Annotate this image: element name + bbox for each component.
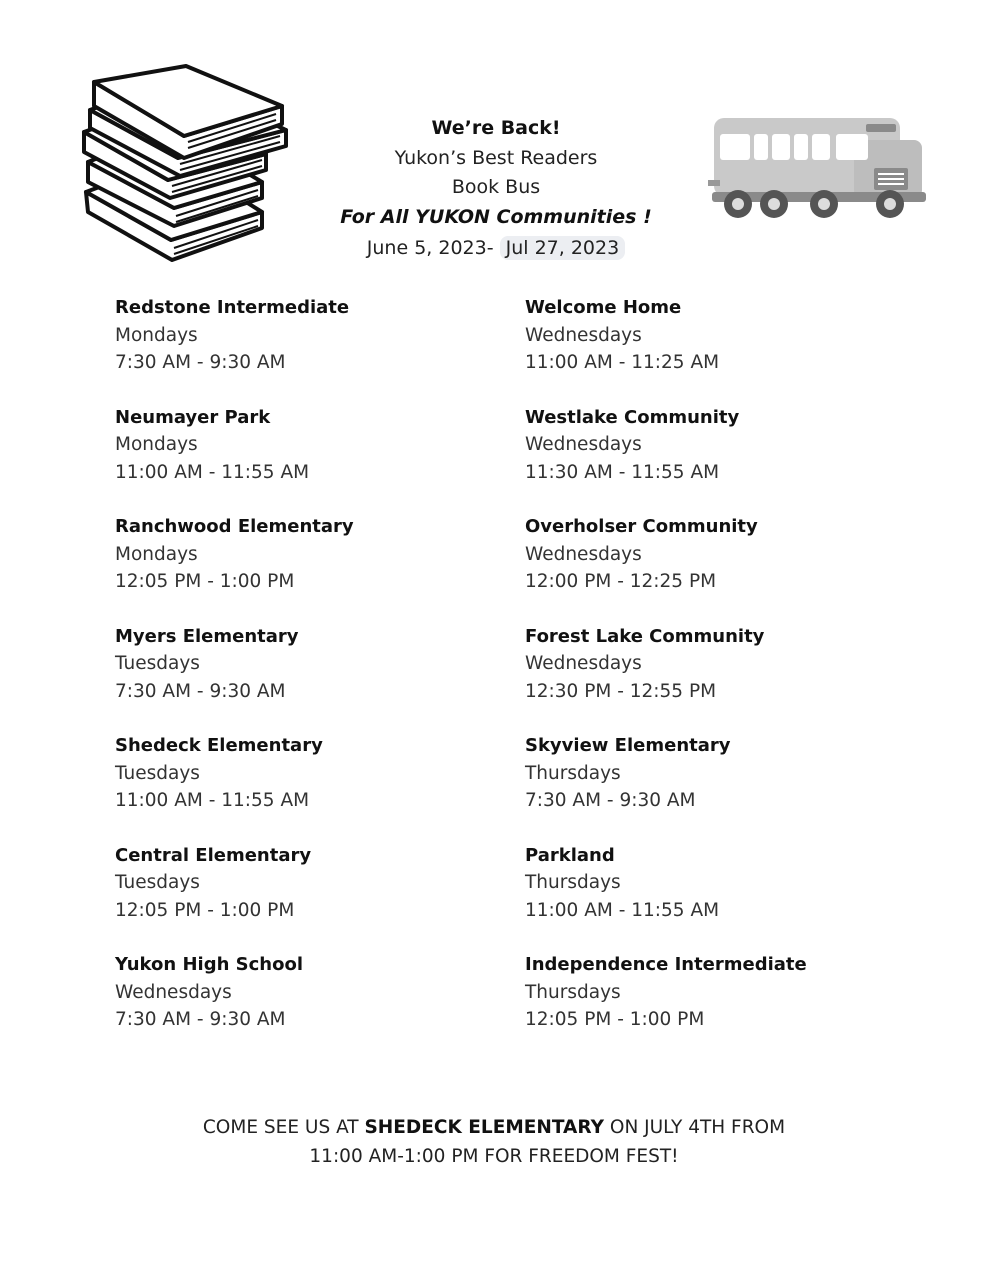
- subtitle: Yukon’s Best Readers: [394, 146, 598, 169]
- start-date: June 5, 2023-: [366, 237, 494, 259]
- stop-name: Ranchwood Elementary: [115, 516, 354, 537]
- footer-highlight: SHEDECK ELEMENTARY: [364, 1117, 604, 1138]
- date-range: [296, 234, 696, 264]
- stop-name: Independence Intermediate: [525, 954, 807, 975]
- stop-day: Mondays: [115, 324, 198, 346]
- stop-time: 11:00 AM - 11:25 AM: [525, 352, 720, 373]
- stop-time: 11:30 AM - 11:55 AM: [525, 461, 720, 483]
- stop-day: Wednesdays: [115, 981, 232, 1003]
- stop-name: Redstone Intermediate: [115, 297, 350, 318]
- footer-line-1: [94, 1113, 894, 1142]
- tagline: For All YUKON Communities !: [340, 205, 652, 228]
- stop-name: Westlake Community: [525, 406, 740, 428]
- schedule-stop: [525, 732, 925, 842]
- stop-day: Tuesdays: [115, 872, 200, 893]
- schedule-stop: [115, 404, 515, 514]
- schedule-stop: [525, 513, 925, 623]
- stop-name: Myers Elementary: [115, 625, 299, 647]
- schedule-stop: [525, 623, 925, 733]
- stop-name: Overholser Community: [525, 516, 758, 537]
- end-date: Jul 27, 2023: [500, 236, 626, 260]
- stop-time: 12:00 PM - 12:25 PM: [525, 571, 717, 592]
- stop-day: Wednesdays: [525, 653, 642, 674]
- stop-name: Shedeck Elementary: [115, 735, 323, 756]
- stop-time: 12:05 PM - 1:00 PM: [115, 899, 295, 921]
- schedule-stop: [115, 513, 515, 623]
- schedule-stop: [115, 951, 515, 1061]
- stop-time: 12:05 PM - 1:00 PM: [115, 571, 295, 592]
- schedule-right-column: [525, 294, 925, 1061]
- stop-time: 11:00 AM - 11:55 AM: [525, 899, 720, 921]
- stop-name: Welcome Home: [525, 297, 682, 318]
- stop-name: Skyview Elementary: [525, 735, 731, 756]
- stop-time: 11:00 AM - 11:55 AM: [115, 790, 310, 811]
- stop-day: Wednesdays: [525, 324, 642, 346]
- stop-name: Central Elementary: [115, 844, 312, 866]
- stop-day: Wednesdays: [525, 434, 642, 455]
- stop-name: Parkland: [525, 844, 615, 866]
- stop-day: Wednesdays: [525, 543, 642, 565]
- schedule-stop: [115, 732, 515, 842]
- stop-time: 7:30 AM - 9:30 AM: [115, 352, 286, 373]
- schedule-stop: [525, 951, 925, 1061]
- stop-time: 7:30 AM - 9:30 AM: [525, 790, 696, 811]
- stop-day: Tuesdays: [115, 762, 200, 784]
- footer-announcement: [94, 1113, 894, 1171]
- stop-time: 7:30 AM - 9:30 AM: [115, 1009, 286, 1030]
- headline: We’re Back!: [431, 117, 561, 139]
- stop-time: 7:30 AM - 9:30 AM: [115, 680, 286, 702]
- stop-name: Yukon High School: [115, 954, 304, 975]
- schedule-stop: [115, 623, 515, 733]
- stop-name: Neumayer Park: [115, 406, 271, 428]
- schedule-left-column: [115, 294, 515, 1061]
- stop-day: Mondays: [115, 543, 198, 565]
- footer-suffix: ON JULY 4TH FROM: [609, 1117, 786, 1138]
- stop-time: 12:30 PM - 12:55 PM: [525, 680, 717, 702]
- schedule-stop: [525, 404, 925, 514]
- schedule-stop: [525, 842, 925, 952]
- header: [296, 114, 696, 264]
- school-bus-icon: [704, 112, 929, 224]
- stop-day: Tuesdays: [115, 653, 200, 674]
- schedule-stop: [525, 294, 925, 404]
- footer-prefix: COME SEE US AT: [202, 1117, 359, 1138]
- stop-day: Thursdays: [525, 981, 621, 1003]
- program-name: Book Bus: [451, 176, 541, 198]
- footer-line-2: 11:00 AM-1:00 PM FOR FREEDOM FEST!: [309, 1146, 679, 1167]
- stack-of-books-icon: [76, 62, 296, 277]
- stop-time: 11:00 AM - 11:55 AM: [115, 461, 310, 483]
- schedule-stop: [115, 842, 515, 952]
- schedule-stop: [115, 294, 515, 404]
- stop-day: Mondays: [115, 434, 198, 455]
- stop-day: Thursdays: [525, 762, 621, 784]
- stop-time: 12:05 PM - 1:00 PM: [525, 1009, 705, 1030]
- stop-name: Forest Lake Community: [525, 625, 765, 647]
- stop-day: Thursdays: [525, 872, 621, 893]
